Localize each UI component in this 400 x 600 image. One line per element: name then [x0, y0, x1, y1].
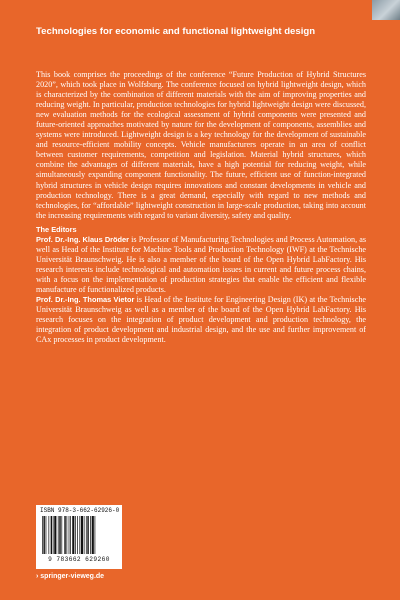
barcode-bar	[59, 516, 60, 554]
editor-bio-vietor	[36, 295, 366, 345]
barcode-bar	[75, 516, 76, 554]
barcode-bar	[46, 516, 47, 554]
barcode-digits: 9 783662 629260	[48, 556, 110, 563]
barcode-bar	[61, 516, 62, 554]
editor-name: Prof. Dr.-Ing. Klaus Dröder	[36, 234, 130, 244]
editors-heading: The Editors	[36, 224, 77, 234]
barcode	[42, 516, 116, 554]
barcode-bar	[64, 516, 65, 554]
text-block	[36, 70, 366, 345]
barcode-bar	[72, 516, 74, 554]
barcode-bar	[66, 516, 67, 554]
cover-photo-corner	[372, 0, 400, 20]
top-strip	[0, 0, 400, 6]
barcode-bar	[77, 516, 78, 554]
isbn-label: ISBN 978-3-662-62926-0	[40, 507, 120, 514]
barcode-bar	[54, 516, 56, 554]
barcode-bar	[42, 516, 43, 554]
publisher-url[interactable]: › springer-vieweg.de	[36, 573, 105, 580]
barcode-bar	[79, 516, 80, 554]
barcode-box	[36, 505, 122, 569]
barcode-bar	[70, 516, 71, 554]
barcode-bars	[42, 516, 116, 554]
barcode-bar	[53, 516, 54, 554]
barcode-bar	[69, 516, 70, 554]
abstract-paragraph: This book comprises the proceedings of the conference “Future Production of Hybrid Structures 2020”, which took place in Wolfsburg. The conference focused on hybrid lightweight design, which is characterized by the combination of different materials with the aim of improving properties and reducing weight. In particular, production technologies for hybrid lightweight design were discussed, new evaluation methods for the ecological assessment of hybrid components were presented and future-oriented approaches motivated by nature for the development of components, assemblies and systems were introduced. Lightweight design is a key technology for the development of sustainable and resource-efficient mobility concepts. Vehicle manufacturers operate in an area of conflict between customer requirements, competition and legislation. Material hybrid structures, which combine the advantages of different materials, have a high potential for reducing weight, while simultaneously expanding component functionality. The future, efficient use of function-integrated hybrid structures in vehicle design requires innovations and constant developments in vehicle and production technology. There is a great demand, especially with regard to new methods and technologies, for “affordable” lightweight construction in large-scale production, taking into account the increasing requirements with regard to variant diversity, safety and quality.	[36, 70, 366, 220]
editor-name: Prof. Dr.-Ing. Thomas Vietor	[36, 294, 135, 304]
barcode-bar	[81, 516, 83, 554]
barcode-bar	[90, 516, 91, 554]
barcode-bar	[92, 516, 94, 554]
barcode-bar	[86, 516, 87, 554]
back-cover-title: Technologies for economic and functional lightweight design	[36, 26, 316, 37]
barcode-bar	[84, 516, 85, 554]
barcode-bar	[95, 516, 96, 554]
editor-bio-text: is Professor of Manufacturing Technologies and Process Automation, as well as Head of the Institute for Machine Tools and Production Technology (IWF) at the Technische Universität Braunschweig. He is also a member of the board of the Open Hybrid LabFactory. His research interests include technological and automation issues in current and future process chains, with a focus on the implementation of production strategies that enable the efficient and flexible manufacture of functionalized products.	[36, 234, 366, 294]
barcode-bar	[58, 516, 59, 554]
barcode-bar	[48, 516, 49, 554]
barcode-bar	[87, 516, 88, 554]
barcode-bar	[43, 516, 44, 554]
editor-bio-text: is Head of the Institute for Engineering Design (IK) at the Technische Universität Braunschweig as well as a member of the board of the Open Hybrid LabFactory. His research focuses on the integration of product development and production technology, the integration of product development and industrial design, and the use and further improvement of CAx processes in product development.	[36, 294, 366, 345]
editor-bio-droeder	[36, 235, 366, 295]
barcode-bar	[51, 516, 52, 554]
